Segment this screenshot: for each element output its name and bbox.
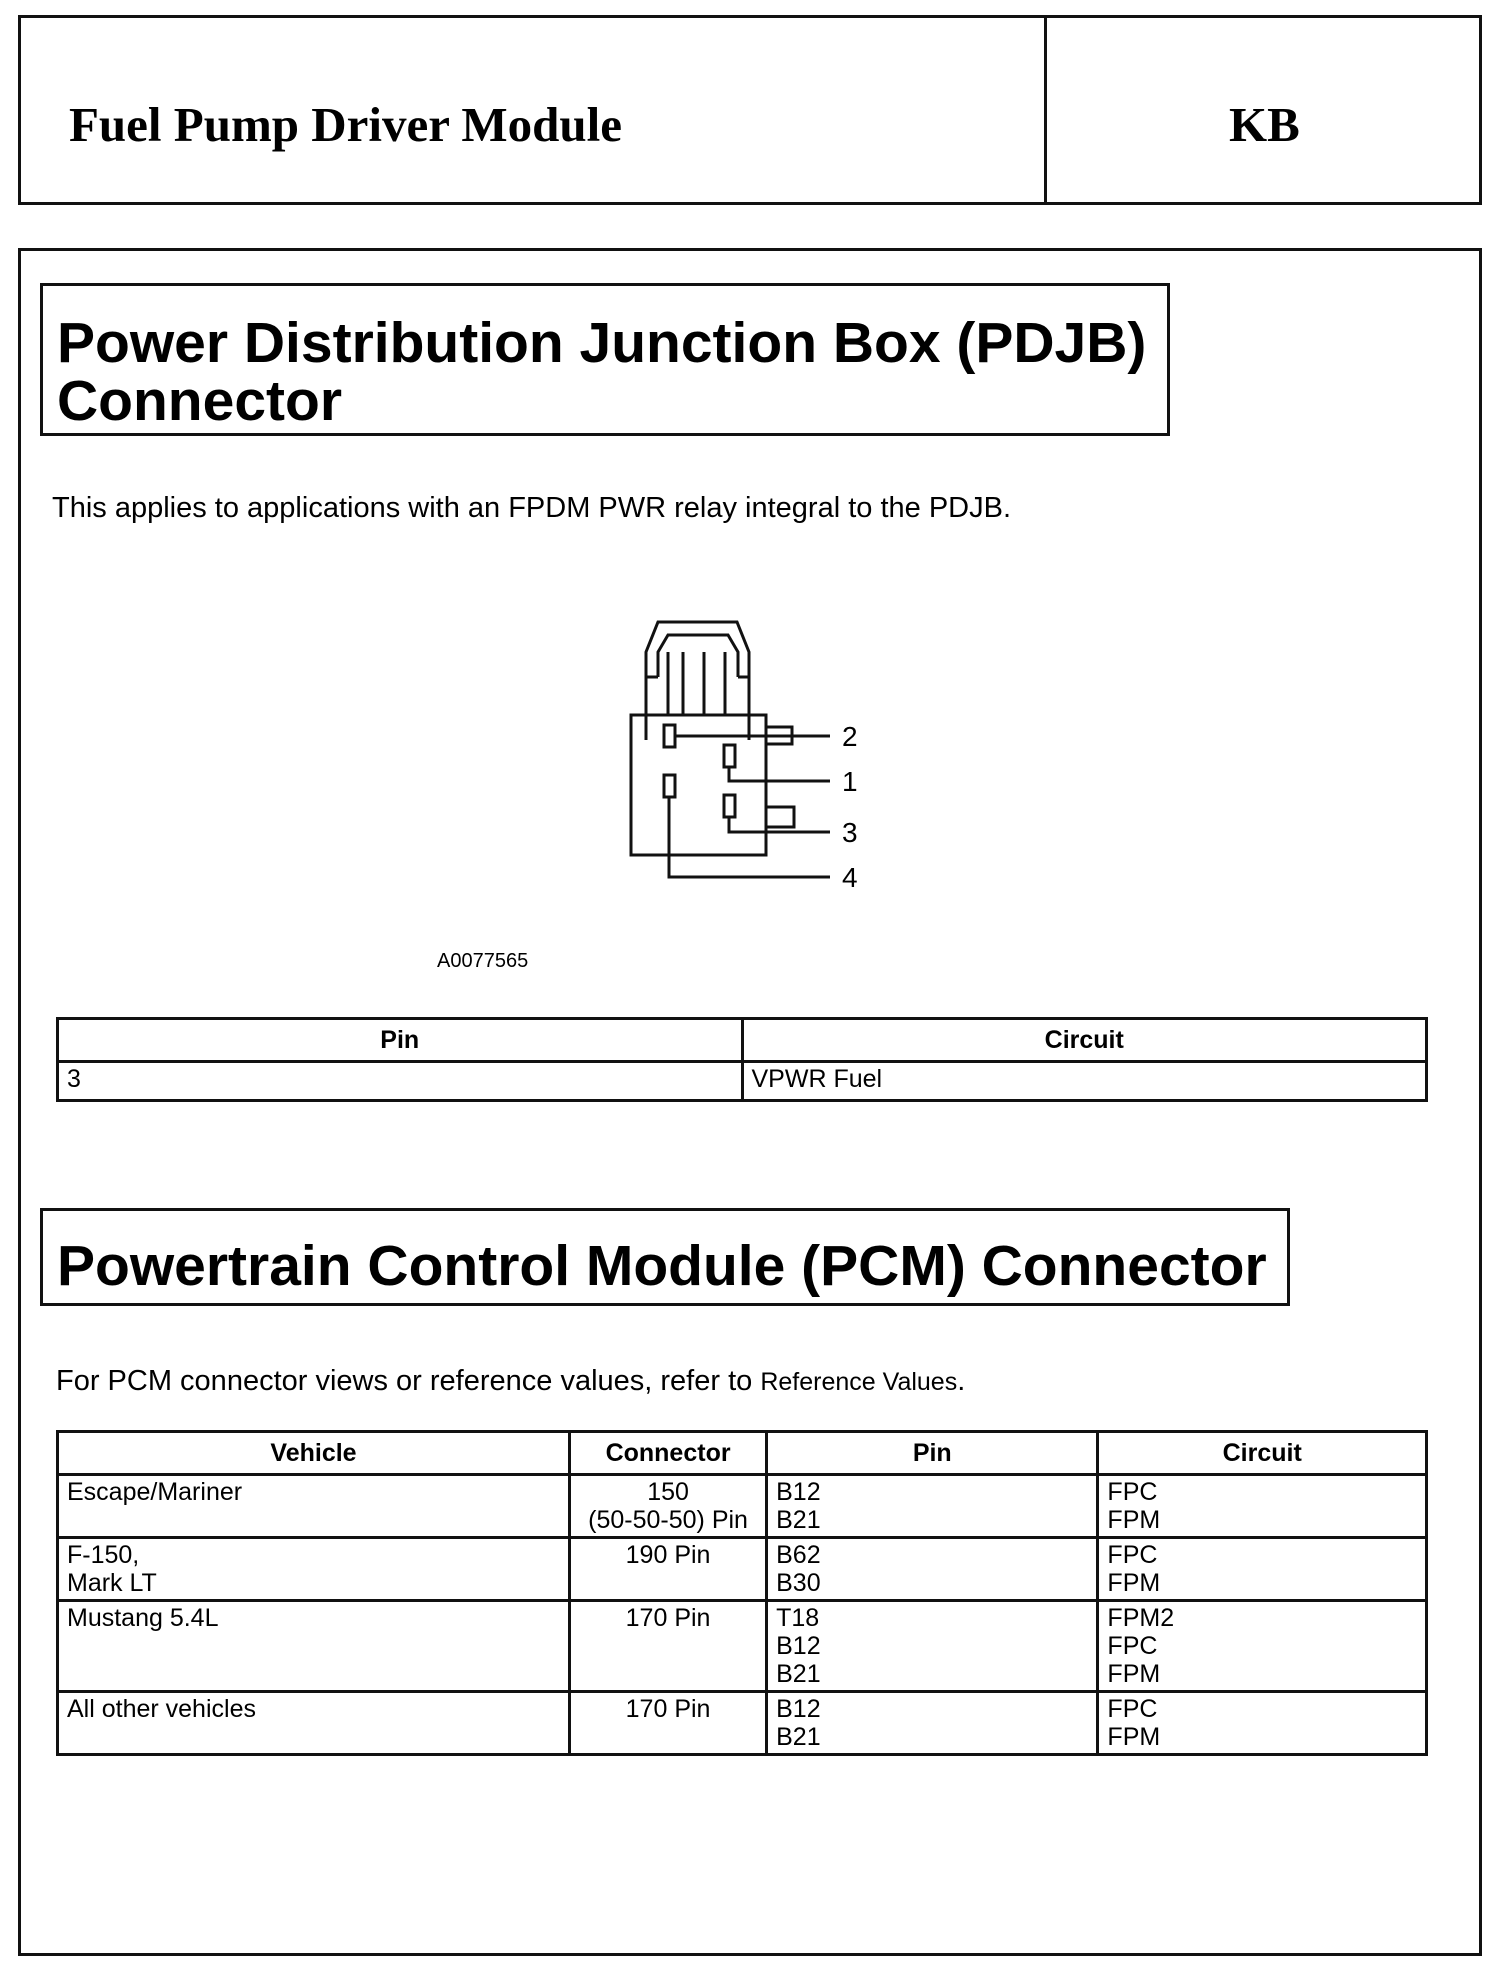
page-title: Fuel Pump Driver Module [69,97,623,152]
pin-cell [767,1692,1098,1755]
vehicle-line: Mustang 5.4L [67,1604,219,1632]
connector-latch [646,622,749,740]
connector-line: (50-50-50) Pin [588,1506,748,1534]
connector-cell [570,1601,767,1692]
table-row [58,1601,1427,1692]
pin-line: B21 [776,1723,821,1751]
terminal-3 [724,795,735,817]
connector-line: 170 Pin [625,1695,711,1723]
pdjb-title-box [40,283,1170,436]
reference-values-link[interactable]: Reference Values [760,1368,958,1396]
pin-label-1: 1 [842,766,858,797]
pcm-connector-table [56,1430,1428,1756]
column-header-vehicle: Vehicle [58,1432,570,1475]
column-header-connector: Connector [570,1432,767,1475]
connector-cell [570,1692,767,1755]
table-header-row [58,1432,1427,1475]
circuit-line: FPC [1107,1478,1158,1506]
connector-line: 150 [647,1478,689,1506]
table-header-row [58,1019,1427,1062]
circuit-cell [1098,1475,1427,1538]
pdjb-title-line1: Power Distribution Junction Box (PDJB) [57,311,1147,375]
table-row [58,1475,1427,1538]
pin-line: B21 [776,1506,821,1534]
pin-line: T18 [776,1604,820,1632]
circuit-line: FPC [1107,1695,1158,1723]
pin-label-4: 4 [842,862,858,893]
pdjb-title-line2: Connector [57,369,342,433]
vehicle-cell [58,1475,570,1538]
vehicle-cell [58,1538,570,1601]
vehicle-cell [58,1692,570,1755]
circuit-cell [1098,1601,1427,1692]
pdjb-description: This applies to applications with an FPDM PWR relay integral to the PDJB. [52,492,1012,524]
connector-cell [570,1475,767,1538]
circuit-line: FPC [1107,1541,1158,1569]
figure-code: A0077565 [437,950,529,972]
pin-line: B12 [776,1632,821,1660]
pin-cell [767,1475,1098,1538]
pcm-title: Powertrain Control Module (PCM) Connector [57,1234,1267,1298]
connector-line: 190 Pin [625,1541,711,1569]
column-header-pin: Pin [767,1432,1098,1475]
vehicle-line: All other vehicles [67,1695,256,1723]
terminal-2 [664,725,675,747]
pin-label-3: 3 [842,817,858,848]
pin-cell [767,1601,1098,1692]
column-header-circuit: Circuit [742,1019,1427,1062]
circuit-cell: VPWR Fuel [742,1062,1427,1101]
pdjb-pin-table [56,1017,1428,1102]
pin-line: B21 [776,1660,821,1688]
circuit-line: FPC [1107,1632,1158,1660]
page-code: KB [1229,97,1300,152]
pin-label-2: 2 [842,721,858,752]
pin-cell [767,1538,1098,1601]
pin-line: B12 [776,1478,821,1506]
column-header-pin: Pin [58,1019,743,1062]
vehicle-line: Escape/Mariner [67,1478,243,1506]
circuit-line: FPM2 [1107,1604,1175,1632]
terminal-1 [724,745,735,767]
connector-cell [570,1538,767,1601]
pdjb-connector-diagram [600,605,900,915]
column-header-circuit: Circuit [1098,1432,1427,1475]
pin-line: B30 [776,1569,821,1597]
vehicle-line: F-150, [67,1541,140,1569]
circuit-cell [1098,1538,1427,1601]
table-row [58,1692,1427,1755]
pin-cell: 3 [58,1062,743,1101]
table-row [58,1062,1427,1101]
circuit-line: FPM [1107,1660,1161,1688]
circuit-line: FPM [1107,1506,1161,1534]
table-row [58,1538,1427,1601]
header-divider [1044,18,1047,202]
pcm-description-period: . [957,1365,966,1397]
pin-line: B62 [776,1541,821,1569]
page-header [18,15,1482,205]
connector-line: 170 Pin [625,1604,711,1632]
pcm-description [56,1365,965,1398]
circuit-line: FPM [1107,1569,1161,1597]
circuit-line: FPM [1107,1723,1161,1751]
vehicle-cell [58,1601,570,1692]
vehicle-line: Mark LT [67,1569,157,1597]
pin-line: B12 [776,1695,821,1723]
circuit-cell [1098,1692,1427,1755]
pcm-description-text: For PCM connector views or reference values, refer to [56,1365,761,1397]
terminal-4 [664,775,675,797]
pcm-title-box [40,1208,1290,1306]
